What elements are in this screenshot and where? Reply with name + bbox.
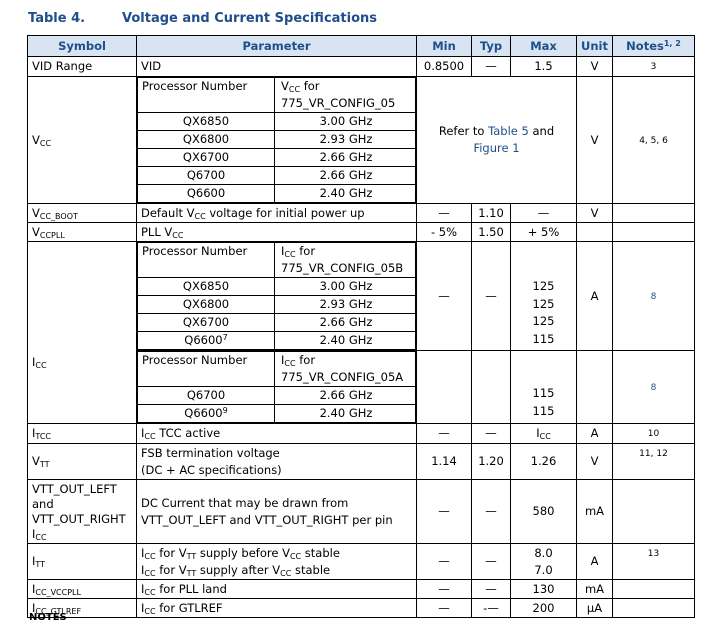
col-header-symbol: Symbol	[28, 36, 137, 57]
processor-name: Q6700	[138, 167, 275, 185]
unit-cell: V	[577, 204, 613, 223]
processor-name: QX6800	[138, 131, 275, 149]
processor-freq: 2.40 GHz	[275, 405, 416, 423]
vcc-refer-cell: Refer to Table 5 and Figure 1	[417, 77, 577, 204]
processor-name: Q6700	[138, 387, 275, 405]
unit-cell	[577, 223, 613, 242]
icc-config-header: $I_{CC}$ for 775_VR_CONFIG_05B	[275, 243, 416, 278]
parameter-cell: Default $V_{CC}$ voltage for initial power up	[137, 204, 417, 223]
table-row-vtt-out	[28, 480, 695, 544]
unit-cell: mA	[577, 480, 613, 544]
notes-cell: 8	[613, 242, 695, 351]
typ-cell: —	[472, 424, 511, 444]
icc-05a-processor-table	[137, 351, 416, 423]
notes-cell: 3	[613, 57, 695, 77]
unit-cell: A	[577, 242, 613, 351]
symbol-cell: $I_{CC\_VCCPLL}$	[28, 580, 137, 599]
max-cell: 200	[511, 599, 577, 618]
vcc-processor-table	[137, 77, 416, 203]
typ-cell: -—	[472, 599, 511, 618]
table-row-vccpll	[28, 223, 695, 242]
table-5-link[interactable]: Table 5	[488, 124, 529, 138]
processor-name: QX6850	[138, 113, 275, 131]
typ-cell: 1.50	[472, 223, 511, 242]
unit-cell: A	[577, 424, 613, 444]
max-cell: 115 115	[511, 351, 577, 424]
unit-cell: V	[577, 57, 613, 77]
max-cell: $I_{CC}$	[511, 424, 577, 444]
parameter-cell	[137, 242, 417, 351]
min-cell: 0.8500	[417, 57, 472, 77]
processor-name: QX6800	[138, 296, 275, 314]
unit-cell: V	[577, 444, 613, 480]
table-title: Voltage and Current Specifications	[122, 11, 378, 26]
table-row-icc-gtlref	[28, 599, 695, 618]
parameter-cell: FSB termination voltage (DC + AC specifications)	[137, 444, 417, 480]
processor-freq: 3.00 GHz	[275, 278, 416, 296]
processor-number-header: Processor Number	[138, 78, 275, 113]
min-cell: —	[417, 599, 472, 618]
symbol-cell: $I_{CC}$	[28, 242, 137, 424]
processor-freq: 2.66 GHz	[275, 167, 416, 185]
symbol-cell: $V_{CC\_BOOT}$	[28, 204, 137, 223]
parameter-cell: $I_{CC}$ for GTLREF	[137, 599, 417, 618]
processor-name: Q6600$^9$	[138, 405, 275, 423]
max-cell: 1.26	[511, 444, 577, 480]
header-row	[28, 36, 695, 57]
table-row-vtt	[28, 444, 695, 480]
notes-cell	[613, 223, 695, 242]
notes-cell: 8	[613, 351, 695, 424]
col-header-typ: Typ	[472, 36, 511, 57]
col-header-parameter: Parameter	[137, 36, 417, 57]
parameter-cell: VID	[137, 57, 417, 77]
min-cell: —	[417, 242, 472, 351]
processor-name: QX6850	[138, 278, 275, 296]
parameter-cell: $I_{CC}$ for PLL land	[137, 580, 417, 599]
min-cell: —	[417, 480, 472, 544]
notes-cell: 11, 12	[613, 444, 695, 480]
symbol-cell: $V_{CC}$	[28, 77, 137, 204]
unit-cell: µA	[577, 599, 613, 618]
notes-cell: 4, 5, 6	[613, 77, 695, 204]
symbol-cell: $I_{CC\_GTLREF}$	[28, 599, 137, 618]
processor-freq: 2.93 GHz	[275, 296, 416, 314]
symbol-cell: VTT_OUT_LEFT and VTT_OUT_RIGHT $I_{CC}$	[28, 480, 137, 544]
table-row-itcc	[28, 424, 695, 444]
figure-1-link[interactable]: Figure 1	[473, 141, 520, 155]
typ-cell	[472, 351, 511, 424]
min-cell: —	[417, 424, 472, 444]
processor-name: Q6600$^7$	[138, 332, 275, 350]
symbol-cell: $V_{TT}$	[28, 444, 137, 480]
col-header-notes	[613, 36, 695, 57]
unit-cell: mA	[577, 580, 613, 599]
vcc-config-header: $V_{CC}$ for 775_VR_CONFIG_05	[275, 78, 416, 113]
max-cell: —	[511, 204, 577, 223]
min-cell: 1.14	[417, 444, 472, 480]
symbol-cell: $V_{CCPLL}$	[28, 223, 137, 242]
typ-cell: 1.10	[472, 204, 511, 223]
parameter-cell: DC Current that may be drawn from VTT_OUT_LEFT and VTT_OUT_RIGHT per pin	[137, 480, 417, 544]
table-row-icc-05b	[28, 242, 695, 351]
notes-cell	[613, 480, 695, 544]
min-cell: —	[417, 544, 472, 580]
notes-footnote-ref: 1, 2	[663, 38, 681, 48]
min-cell: - 5%	[417, 223, 472, 242]
col-header-min: Min	[417, 36, 472, 57]
max-cell: 580	[511, 480, 577, 544]
typ-cell: 1.20	[472, 444, 511, 480]
processor-freq: 2.40 GHz	[275, 185, 416, 203]
symbol-cell: $I_{TT}$	[28, 544, 137, 580]
processor-name: Q6600	[138, 185, 275, 203]
notes-cell	[613, 580, 695, 599]
parameter-cell: $I_{CC}$ for $V_{TT}$ supply before $V_{CC}$ stable $I_{CC}$ for $V_{TT}$ supply after $V_{CC}$ stable	[137, 544, 417, 580]
notes-cell: 10	[613, 424, 695, 444]
processor-number-header: Processor Number	[138, 352, 275, 387]
parameter-cell: $I_{CC}$ TCC active	[137, 424, 417, 444]
processor-freq: 2.93 GHz	[275, 131, 416, 149]
notes-cell	[613, 204, 695, 223]
max-cell: 125 125 125 115	[511, 242, 577, 351]
notes-cell	[613, 599, 695, 618]
min-cell	[417, 351, 472, 424]
notes-cell: 13	[613, 544, 695, 580]
col-header-unit: Unit	[577, 36, 613, 57]
notes-label: Notes	[626, 38, 664, 53]
min-cell: —	[417, 580, 472, 599]
symbol-cell: VID Range	[28, 57, 137, 77]
processor-number-header: Processor Number	[138, 243, 275, 278]
parameter-cell: PLL $V_{CC}$	[137, 223, 417, 242]
notes-heading-fragment: NOTES	[29, 612, 67, 623]
max-cell: 130	[511, 580, 577, 599]
typ-cell: —	[472, 57, 511, 77]
unit-cell: A	[577, 544, 613, 580]
icc-config-header: $I_{CC}$ for 775_VR_CONFIG_05A	[275, 352, 416, 387]
parameter-cell	[137, 77, 417, 204]
table-row-vcc	[28, 77, 695, 204]
max-cell: 1.5	[511, 57, 577, 77]
typ-cell: —	[472, 544, 511, 580]
processor-freq: 2.66 GHz	[275, 387, 416, 405]
processor-name: QX6700	[138, 149, 275, 167]
min-cell: —	[417, 204, 472, 223]
table-row-icc-vccpll	[28, 580, 695, 599]
unit-cell	[577, 351, 613, 424]
unit-cell: V	[577, 77, 613, 204]
table-row-itt	[28, 544, 695, 580]
processor-freq: 2.40 GHz	[275, 332, 416, 350]
processor-freq: 2.66 GHz	[275, 314, 416, 332]
table-number: Table 4.	[28, 11, 86, 26]
processor-freq: 3.00 GHz	[275, 113, 416, 131]
max-cell: + 5%	[511, 223, 577, 242]
typ-cell: —	[472, 580, 511, 599]
voltage-current-spec-table	[27, 35, 695, 618]
table-row-vcc-boot	[28, 204, 695, 223]
max-cell: 8.0 7.0	[511, 544, 577, 580]
typ-cell: —	[472, 242, 511, 351]
symbol-cell: $I_{TCC}$	[28, 424, 137, 444]
icc-05b-processor-table	[137, 242, 416, 350]
parameter-cell	[137, 351, 417, 424]
typ-cell: —	[472, 480, 511, 544]
table-row-vid-range	[28, 57, 695, 77]
processor-name: QX6700	[138, 314, 275, 332]
processor-freq: 2.66 GHz	[275, 149, 416, 167]
col-header-max: Max	[511, 36, 577, 57]
